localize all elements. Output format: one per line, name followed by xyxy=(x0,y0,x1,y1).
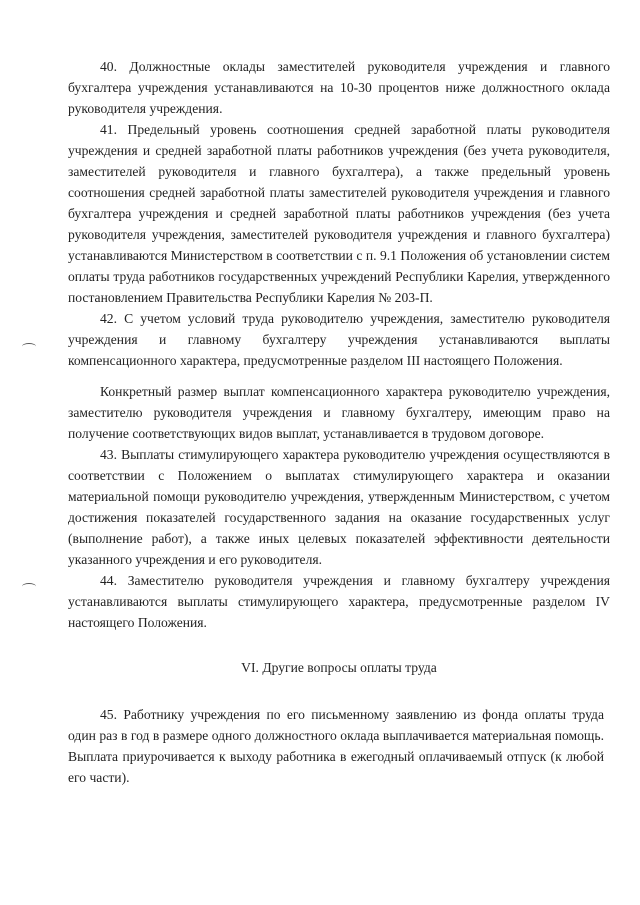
paragraph-40: 40. Должностные оклады заместителей руководителя учреждения и главного бухгалтера учреждения устанавливаются на 10-30 процентов ниже должностного оклада руководителя учреждения. xyxy=(68,59,610,116)
paragraph-42-continued: Конкретный размер выплат компенсационного характера руководителю учреждения, заместителю руководителя учреждения и главному бухгалтеру, имеющим право на получение соответствующих видов выплат, устанавливается в трудовом договоре. xyxy=(68,384,610,441)
paragraph-44: 44. Заместителю руководителя учреждения и главному бухгалтеру учреждения устанавливаются выплаты стимулирующего характера, предусмотренные разделом IV настоящего Положения. xyxy=(68,573,610,630)
paragraph-43: 43. Выплаты стимулирующего характера руководителю учреждения осуществляются в соответствии с Положением о выплатах стимулирующего характера и оказании материальной помощи руководителю учреждения, утвержденным Министерством, с учетом достижения показателей государственного задания на оказание государственных услуг (выполнение работ), а также иных целевых показателей эффективности деятельности указанного учреждения и его руководителя. xyxy=(68,447,610,567)
scan-hole-mark xyxy=(22,343,36,350)
section-heading: VI. Другие вопросы оплаты труда xyxy=(241,660,437,675)
paragraph-41: 41. Предельный уровень соотношения средней заработной платы руководителя учреждения и средней заработной платы работников учреждения (без учета руководителя, заместителей руководителя и главного бухгалтера), а также предельный уровень соотношения средней заработной платы заместителей руководителя учреждения и главного бухгалтера учреждения и средней заработной платы работников учреждения (без учета руководителя учреждения, заместителей руководителя учреждения и главного бухгалтера) устанавливаются Министерством в соответствии с п. 9.1 Положения об установлении систем оплаты труда работников государственных учреждений Республики Карелия, утвержденного постановлением Правительства Республики Карелия № 203-П. xyxy=(68,122,610,305)
scan-hole-mark xyxy=(22,583,36,590)
paragraph-42: 42. С учетом условий труда руководителю учреждения, заместителю руководителя учреждения и главному бухгалтеру учреждения устанавливаются выплаты компенсационного характера, предусмотренные разделом III настоящего Положения. xyxy=(68,311,610,368)
paragraph-45: 45. Работнику учреждения по его письменному заявлению из фонда оплаты труда один раз в год в размере одного должностного оклада выплачивается материальная помощь. Выплата приурочивается к выходу работника в ежегодный оплачиваемый отпуск (к любой его части). xyxy=(68,707,604,785)
